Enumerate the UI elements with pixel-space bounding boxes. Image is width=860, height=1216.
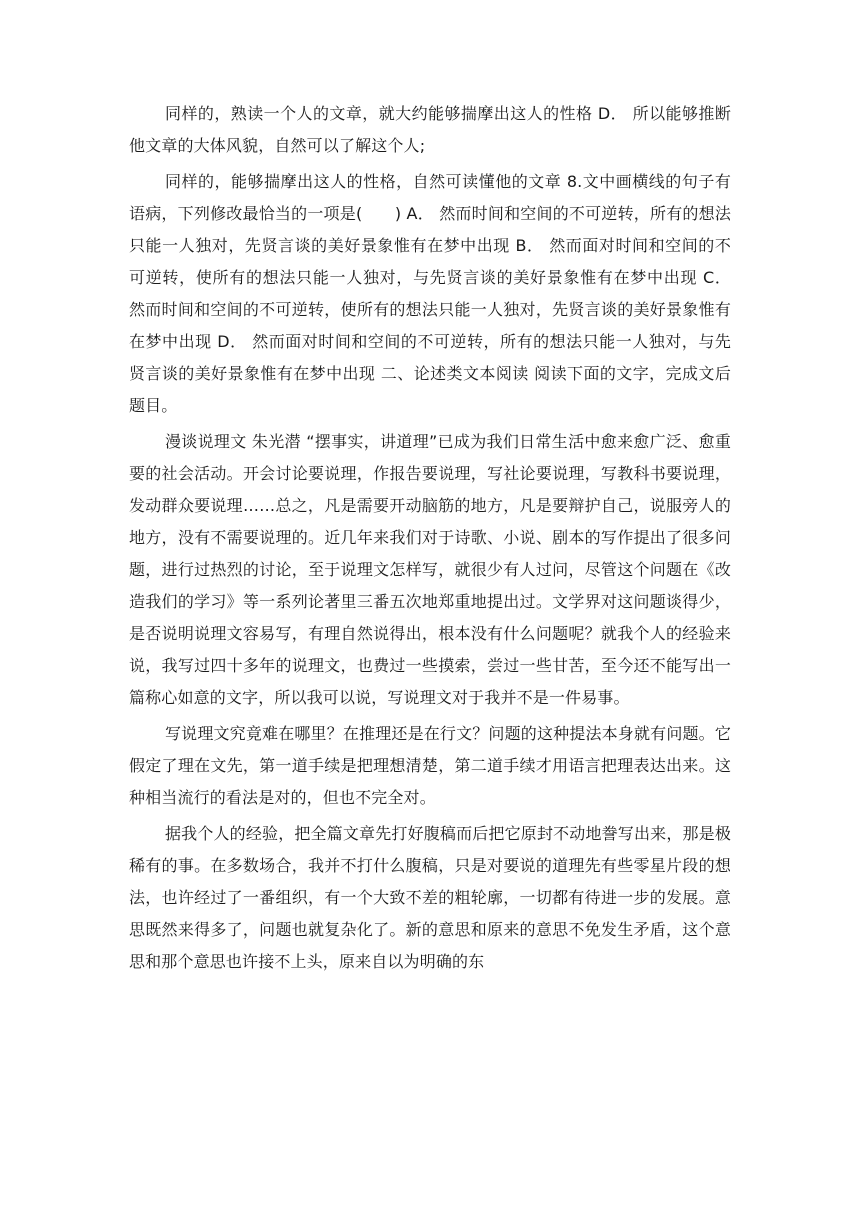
paragraph-5: 据我个人的经验，把全篇文章先打好腹稿而后把它原封不动地誊写出来，那是极稀有的事。在多数场合，我并不打什么腹稿，只是对要说的道理先有些零星片段的想法，也许经过了一番组织，有一个大致不差的粗轮廓，一切都有待进一步的发展。意思既然来得多了，问题也就复杂化了。新的意思和原来的意思不免发生矛盾，这个意思和那个意思也许接不上头，原来自以为明确的东 [129,824,731,971]
document-body [129,98,731,978]
paragraph-3: 漫谈说理文 朱光潜 “摆事实，讲道理”已成为我们日常生活中愈来愈广泛、愈重要的社会活动。开会讨论要说理，作报告要说理，写社论要说理，写教科书要说理，发动群众要说理……总之，凡是需要开动脑筋的地方，凡是要辩护自己，说服旁人的地方，没有不需要说理的。近几年来我们对于诗歌、小说、剧本的写作提出了很多问题，进行过热烈的讨论，至于说理文怎样写，就很少有人过问，尽管这个问题在《改造我们的学习》等一系列论著里三番五次地郑重地提出过。文学界对这问题谈得少，是否说明说理文容易写，有理自然说得出，根本没有什么问题呢？就我个人的经验来说，我写过四十多年的说理文，也费过一些摸索，尝过一些甘苦，至今还不能写出一篇称心如意的文字，所以我可以说，写说理文对于我并不是一件易事。 [129,432,731,707]
paragraph-4: 写说理文究竟难在哪里？在推理还是在行文？问题的这种提法本身就有问题。它假定了理在文先，第一道手续是把理想清楚，第二道手续才用语言把理表达出来。这种相当流行的看法是对的，但也不完全对。 [129,724,731,807]
paragraph-2: 同样的，能够揣摩出这人的性格，自然可读懂他的文章 8.文中画横线的句子有语病，下列修改最恰当的一项是( ) A． 然而时间和空间的不可逆转，所有的想法只能一人独对，先贤言谈的美好景象惟有在梦中出现 B． 然而面对时间和空间的不可逆转，使所有的想法只能一人独对，与先贤言谈的美好景象惟有在梦中出现 C． 然而时间和空间的不可逆转，使所有的想法只能一人独对，先贤言谈的美好景象惟有在梦中出现 D． 然而面对时间和空间的不可逆转，所有的想法只能一人独对，与先贤言谈的美好景象惟有在梦中出现 二、论述类文本阅读 阅读下面的文字，完成文后题目。 [129,172,731,415]
paragraph-1: 同样的，熟读一个人的文章，就大约能够揣摩出这人的性格 D． 所以能够推断他文章的大体风貌，自然可以了解这个人; [129,104,731,155]
